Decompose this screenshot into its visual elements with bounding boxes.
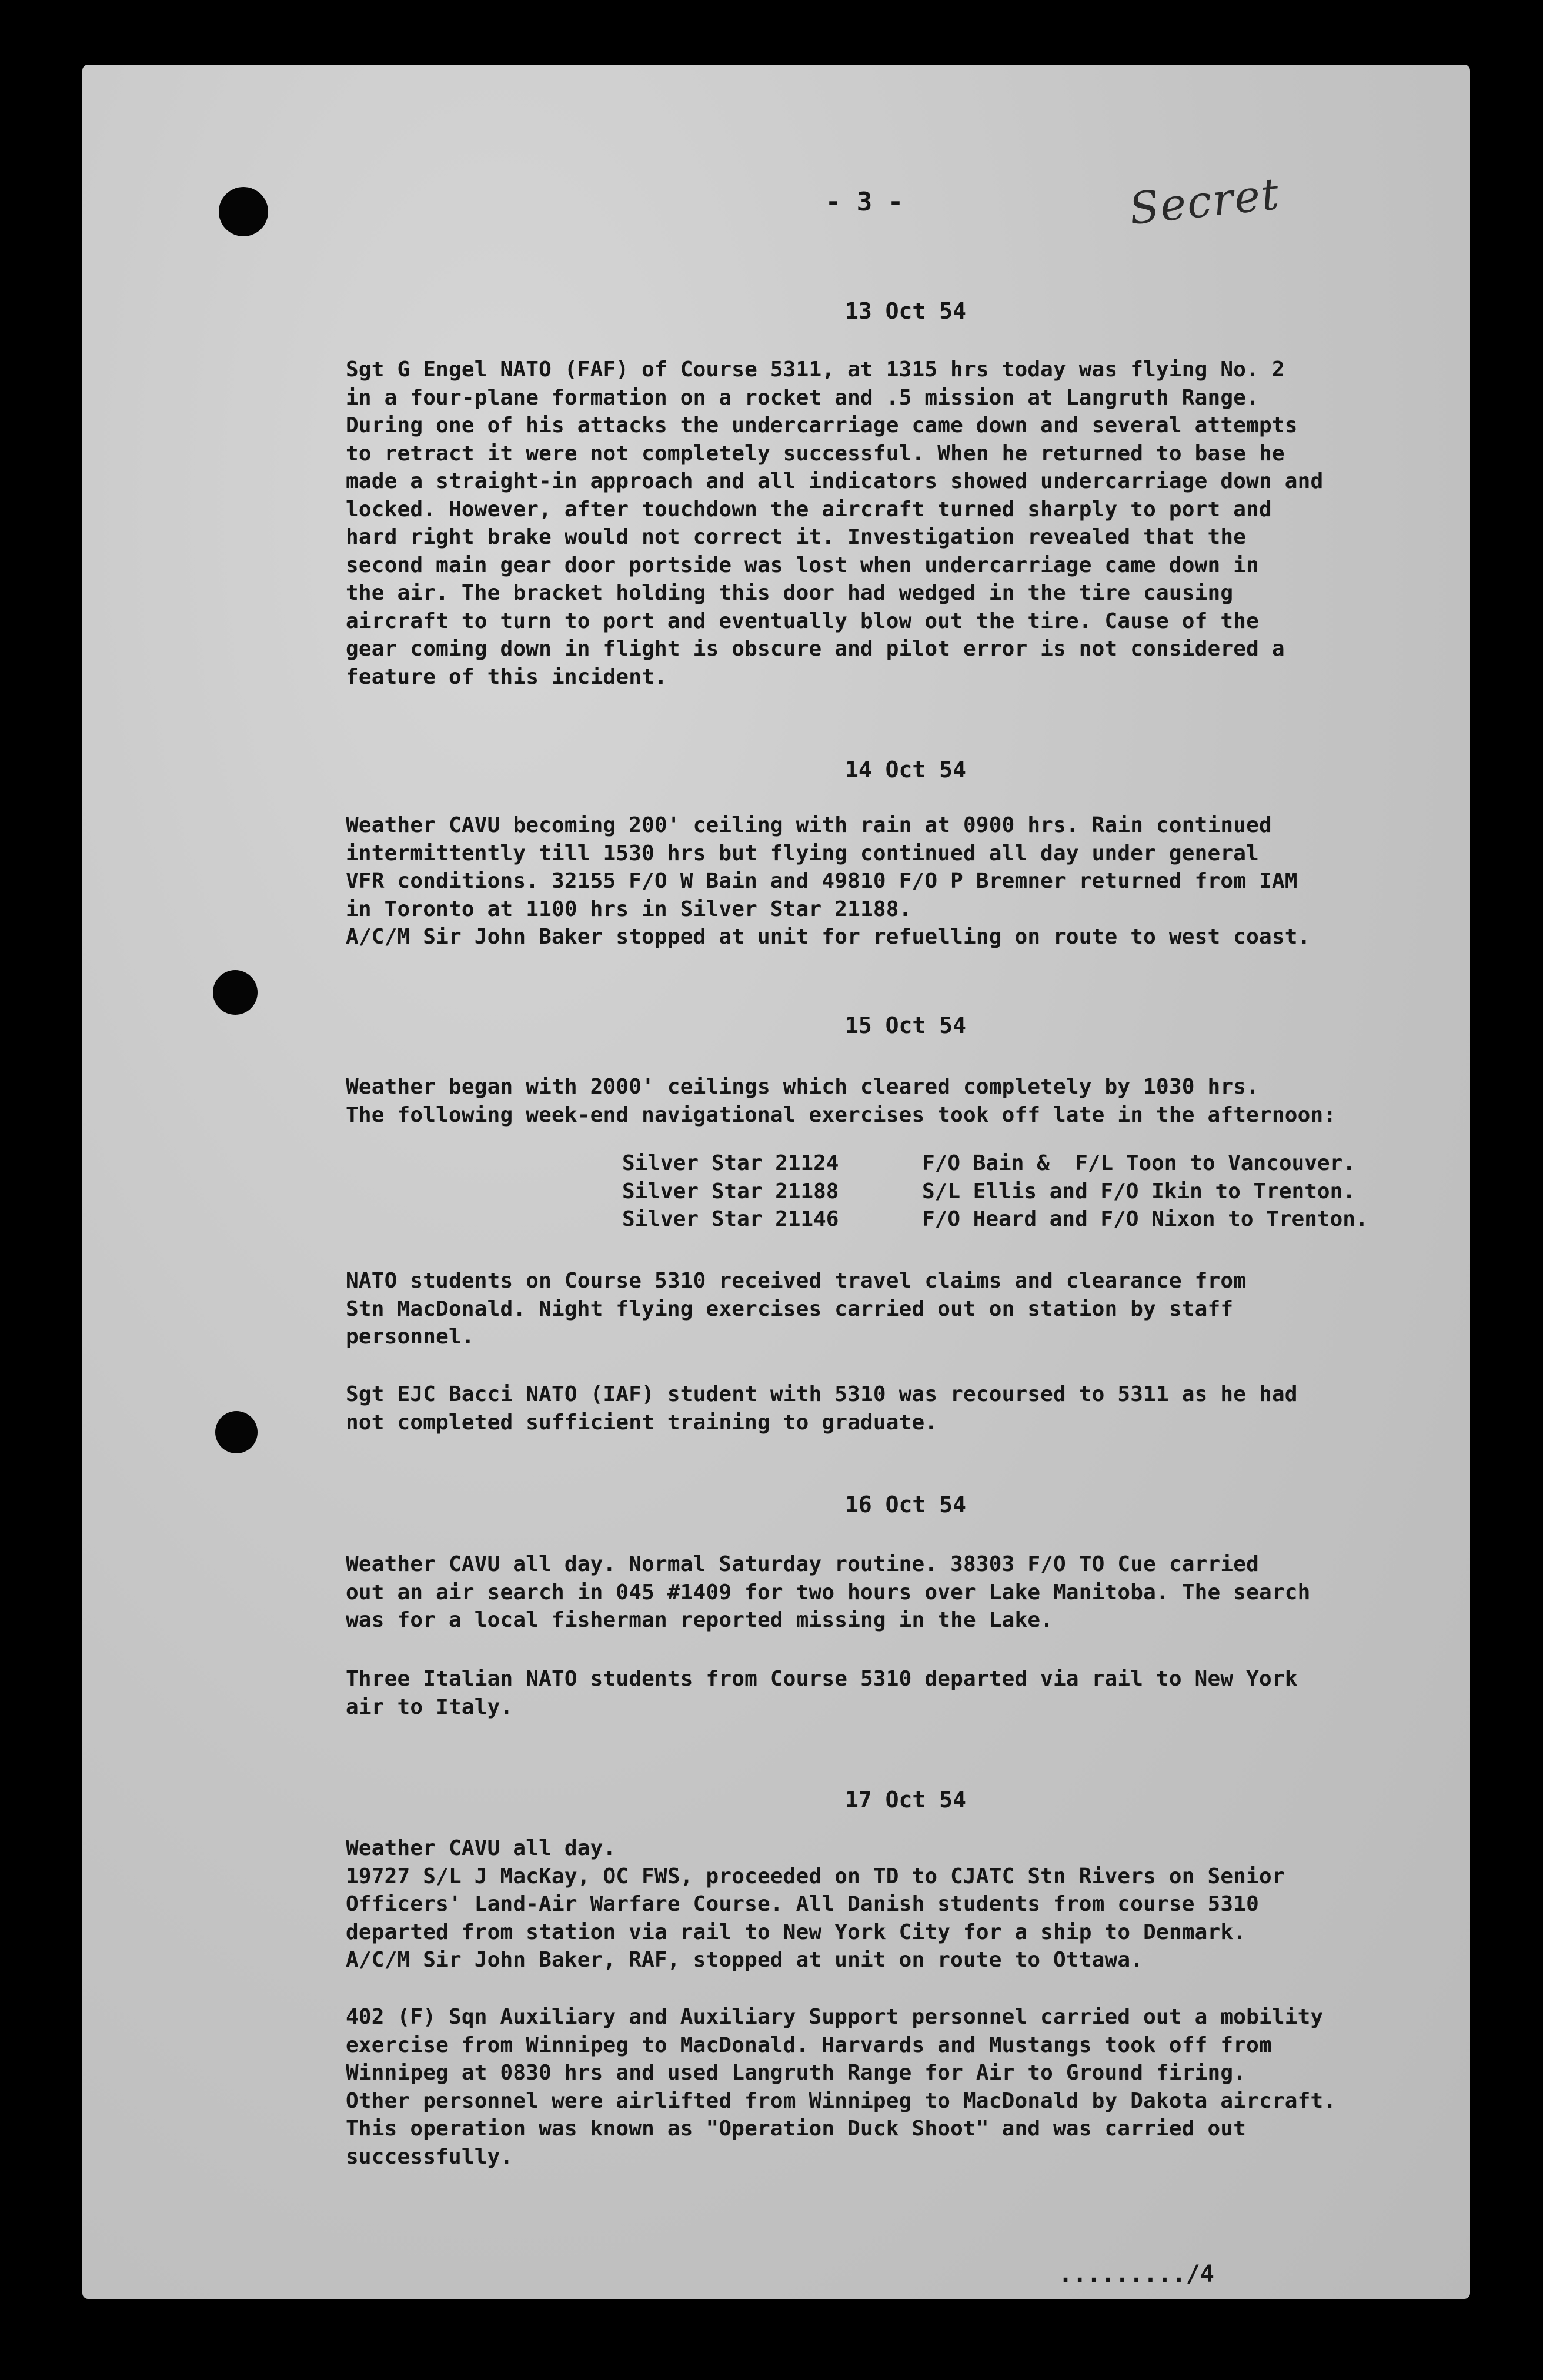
flight-aircraft: Silver Star 21188	[622, 1179, 839, 1204]
entry-date: 14 Oct 54	[845, 757, 966, 783]
entry-paragraph: Three Italian NATO students from Course 5310 departed via rail to New York air to Italy.	[346, 1667, 1298, 1719]
entry-paragraph: Weather began with 2000' ceilings which cleared completely by 1030 hrs. The following week-end navigational exercises took off late in the afternoon:	[346, 1075, 1337, 1127]
handwritten-secret-mark: Secret	[1127, 168, 1283, 235]
punch-hole	[215, 1411, 258, 1453]
entry-paragraph: Weather CAVU all day. Normal Saturday routine. 38303 F/O TO Cue carried out an air search in 045 #1409 for two hours over Lake Manitoba. The search was for a local fisherman reported missing in the Lake.	[346, 1552, 1311, 1632]
entry-paragraph: Weather CAVU becoming 200' ceiling with rain at 0900 hrs. Rain continued intermittently till 1530 hrs but flying continued all day under general VFR conditions. 32155 F/O W Bain and 49810 F/O P Bremner returned from IAM in Toronto at 1100 hrs in Silver Star 21188. A/C/M Sir John Baker stopped at unit for refuelling on route to west coast.	[346, 813, 1311, 949]
flight-row	[622, 1205, 1368, 1234]
flight-crew: F/O Heard and F/O Nixon to Trenton.	[922, 1207, 1368, 1231]
entry-paragraph: Sgt G Engel NATO (FAF) of Course 5311, at 1315 hrs today was flying No. 2 in a four-plane formation on a rocket and .5 mission at Langruth Range. During one of his attacks the undercarriage came down and several attempts to retract it were not completely successful. When he returned to base he made a straight-in approach and all indicators showed undercarriage down and locked. However, after touchdown the aircraft turned sharply to port and hard right brake would not correct it. Investigation revealed that the second main gear door portside was lost when undercarriage came down in the air. The bracket holding this door had wedged in the tire causing aircraft to turn to port and eventually blow out the tire. Cause of the gear coming down in flight is obscure and pilot error is not considered a feature of this incident.	[346, 357, 1324, 689]
entry-date: 13 Oct 54	[845, 298, 966, 324]
flight-row	[622, 1149, 1368, 1178]
continuation-marker: ........./4	[1058, 2261, 1214, 2288]
flight-aircraft: Silver Star 21146	[622, 1207, 839, 1231]
entry-date: 15 Oct 54	[845, 1012, 966, 1038]
flight-crew: F/O Bain & F/L Toon to Vancouver.	[922, 1151, 1355, 1175]
flight-list	[622, 1149, 1368, 1234]
entry-paragraph: NATO students on Course 5310 received travel claims and clearance from Stn MacDonald. Night flying exercises carried out on station by staff personnel.	[346, 1269, 1247, 1349]
entry-date: 16 Oct 54	[845, 1492, 966, 1517]
punch-hole	[213, 970, 258, 1015]
page-number: - 3 -	[825, 187, 904, 217]
flight-aircraft: Silver Star 21124	[622, 1151, 839, 1175]
entry-paragraph: Weather CAVU all day. 19727 S/L J MacKay, OC FWS, proceeded on TD to CJATC Stn Rivers on Senior Officers' Land-Air Warfare Course. All Danish students from course 5310 departed from station via rail to New York City for a ship to Denmark. A/C/M Sir John Baker, RAF, stopped at unit on route to Ottawa.	[346, 1836, 1285, 1972]
punch-hole	[219, 187, 268, 236]
entry-paragraph: 402 (F) Sqn Auxiliary and Auxiliary Support personnel carried out a mobility exercise from Winnipeg to MacDonald. Harvards and Mustangs took off from Winnipeg at 0830 hrs and used Langruth Range for Air to Ground firing. Other personnel were airlifted from Winnipeg to MacDonald by Dakota aircraft. This operation was known as "Operation Duck Shoot" and was carried out successfully.	[346, 2005, 1337, 2169]
entry-date: 17 Oct 54	[845, 1787, 966, 1813]
flight-crew: S/L Ellis and F/O Ikin to Trenton.	[922, 1179, 1355, 1204]
entry-paragraph: Sgt EJC Bacci NATO (IAF) student with 5310 was recoursed to 5311 as he had not completed sufficient training to graduate.	[346, 1382, 1298, 1435]
document-page	[82, 65, 1470, 2299]
flight-row	[622, 1178, 1368, 1206]
